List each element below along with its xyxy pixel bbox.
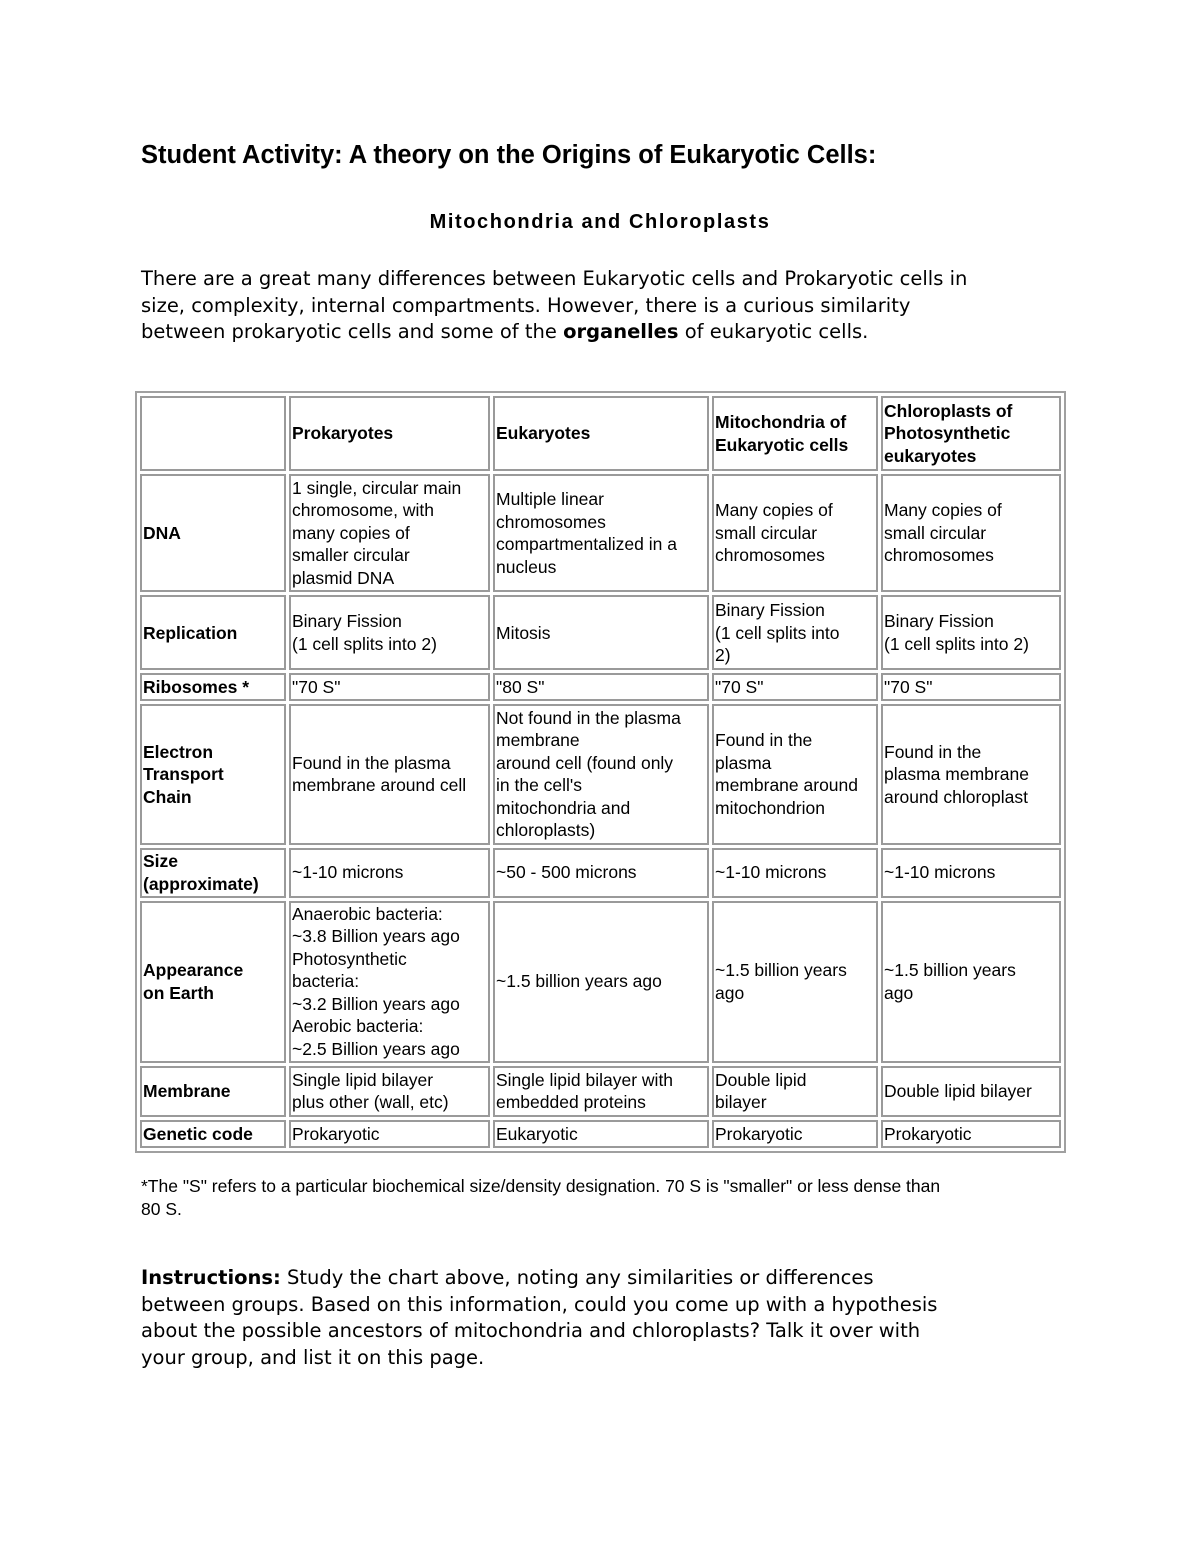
row-label-replication: Replication <box>140 595 286 670</box>
intro-line-3 <box>141 319 1081 346</box>
table-cell: ~1-10 microns <box>881 848 1061 898</box>
table-cell: ~1.5 billion years ago <box>881 901 1061 1063</box>
table-row <box>140 848 1061 898</box>
row-label-size: Size (approximate) <box>140 848 286 898</box>
table-cell: Prokaryotic <box>289 1120 490 1148</box>
header-cell-mitochondria: Mitochondria of Eukaryotic cells <box>712 396 878 471</box>
table-cell: Mitosis <box>493 595 709 670</box>
table-cell: Found in the plasma membrane around mitochondrion <box>712 704 878 844</box>
intro-line-1: There are a great many differences between Eukaryotic cells and Prokaryotic cells in <box>141 267 968 290</box>
table-cell: Many copies of small circular chromosomes <box>712 474 878 592</box>
table-cell: Multiple linear chromosomes compartmentalized in a nucleus <box>493 474 709 592</box>
header-cell-prokaryotes: Prokaryotes <box>289 396 490 471</box>
intro-line-3-end: of eukaryotic cells. <box>678 320 869 343</box>
table-cell: Double lipid bilayer <box>881 1066 1061 1117</box>
table-cell: Binary Fission (1 cell splits into 2) <box>712 595 878 670</box>
table-cell: Single lipid bilayer plus other (wall, etc) <box>289 1066 490 1117</box>
comparison-table-wrapper <box>135 391 1065 1153</box>
table-cell: "70 S" <box>881 673 1061 701</box>
table-cell: ~1.5 billion years ago <box>712 901 878 1063</box>
row-label-ribosomes: Ribosomes * <box>140 673 286 701</box>
footnote: *The "S" refers to a particular biochemical size/density designation. 70 S is "smaller" or less dense than 80 S. <box>141 1176 941 1219</box>
page-subtitle: Mitochondria and Chloroplasts <box>429 211 771 233</box>
table-cell: 1 single, circular main chromosome, with many copies of smaller circular plasmid DNA <box>289 474 490 592</box>
row-label-appearance-on-earth: Appearance on Earth <box>140 901 286 1063</box>
intro-line-2: size, complexity, internal compartments. However, there is a curious similarity <box>141 293 911 317</box>
row-label-membrane: Membrane <box>140 1066 286 1117</box>
intro-keyword-organelles: organelles <box>563 320 679 343</box>
instructions-paragraph <box>141 1265 1081 1371</box>
header-cell-eukaryotes: Eukaryotes <box>493 396 709 471</box>
table-cell: ~1-10 microns <box>712 848 878 898</box>
table-row <box>140 595 1061 670</box>
table-cell: Many copies of small circular chromosomes <box>881 474 1061 592</box>
table-cell: Anaerobic bacteria: ~3.8 Billion years ago Photosynthetic bacteria: ~3.2 Billion years ago Aerobic bacteria: ~2.5 Billion years ago <box>289 901 490 1063</box>
table-cell: ~50 - 500 microns <box>493 848 709 898</box>
instructions-text: Study the chart above, noting any similarities or differences between groups. Based on this information, could you come up with a hypothesis about the possible ancestors of mitochondria and chloroplasts? Talk it over with your group, and list it on this page. <box>141 1266 938 1369</box>
table-cell: Found in the plasma membrane around cell <box>289 704 490 844</box>
table-cell: "80 S" <box>493 673 709 701</box>
row-label-genetic-code: Genetic code <box>140 1120 286 1148</box>
instructions-label: Instructions: <box>141 1266 281 1289</box>
table-row <box>140 1120 1061 1148</box>
table-row <box>140 1066 1061 1117</box>
intro-line-3-start: between prokaryotic cells and some of the <box>141 320 564 343</box>
table-cell: Single lipid bilayer with embedded proteins <box>493 1066 709 1117</box>
table-row <box>140 474 1061 592</box>
table-cell: Prokaryotic <box>881 1120 1061 1148</box>
table-cell: Found in the plasma membrane around chloroplast <box>881 704 1061 844</box>
row-label-electron-transport-chain: Electron Transport Chain <box>140 704 286 844</box>
table-cell: ~1-10 microns <box>289 848 490 898</box>
table-cell: Prokaryotic <box>712 1120 878 1148</box>
table-header-row <box>140 396 1061 471</box>
comparison-table <box>135 391 1066 1153</box>
table-cell: Binary Fission (1 cell splits into 2) <box>881 595 1061 670</box>
table-row <box>140 704 1061 844</box>
table-cell: Double lipid bilayer <box>712 1066 878 1117</box>
table-row <box>140 673 1061 701</box>
page-title: Student Activity: A theory on the Origins of Eukaryotic Cells: <box>141 141 877 169</box>
table-cell: ~1.5 billion years ago <box>493 901 709 1063</box>
intro-paragraph <box>141 266 1081 346</box>
row-label-dna: DNA <box>140 474 286 592</box>
table-cell: "70 S" <box>712 673 878 701</box>
table-cell: Not found in the plasma membrane around cell (found only in the cell's mitochondria and chloroplasts) <box>493 704 709 844</box>
table-cell: Binary Fission (1 cell splits into 2) <box>289 595 490 670</box>
table-cell: "70 S" <box>289 673 490 701</box>
header-cell-empty <box>140 396 286 471</box>
table-cell: Eukaryotic <box>493 1120 709 1148</box>
table-row <box>140 901 1061 1063</box>
header-cell-chloroplasts: Chloroplasts of Photosynthetic eukaryotes <box>881 396 1061 471</box>
